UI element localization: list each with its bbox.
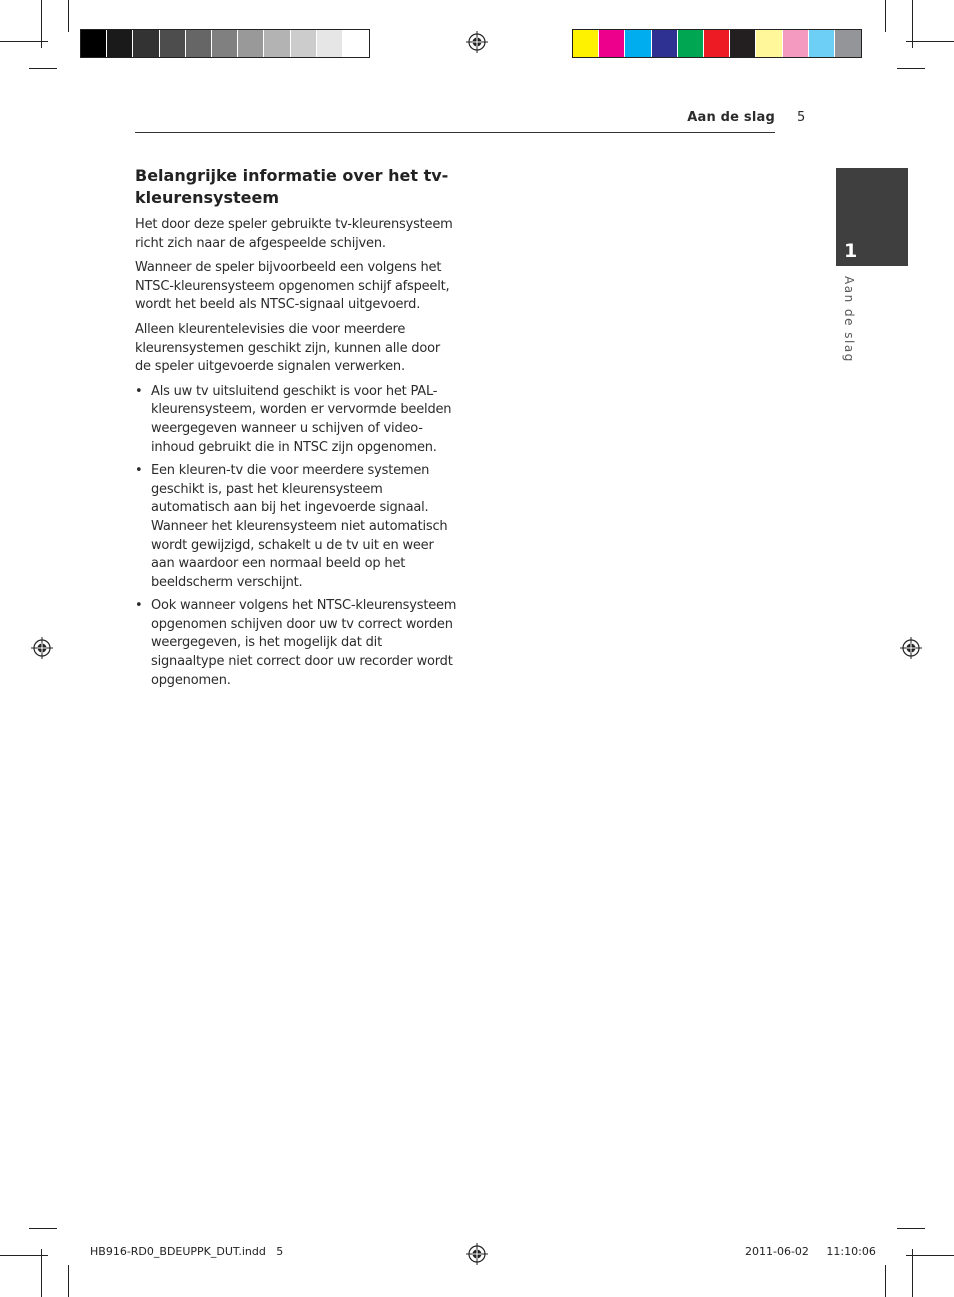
section-body	[135, 216, 457, 695]
color-swatch	[678, 30, 704, 57]
color-swatch	[809, 30, 835, 57]
gray-swatch	[160, 30, 186, 57]
crop-mark	[906, 41, 954, 42]
crop-mark	[885, 0, 886, 32]
gray-swatch	[81, 30, 107, 57]
chapter-number: 1	[844, 240, 858, 262]
crop-mark	[906, 1255, 954, 1256]
color-calibration-bar	[572, 29, 862, 58]
color-swatch	[783, 30, 809, 57]
list-item	[135, 597, 457, 690]
crop-mark	[0, 1255, 48, 1256]
list-item	[135, 383, 457, 457]
color-swatch	[730, 30, 756, 57]
color-swatch	[756, 30, 782, 57]
gray-swatch	[238, 30, 264, 57]
gray-swatch	[291, 30, 317, 57]
gray-swatch	[343, 30, 369, 57]
crop-mark	[68, 0, 69, 32]
crop-mark	[0, 41, 48, 42]
gray-swatch	[317, 30, 343, 57]
registration-mark-icon	[900, 637, 922, 659]
footer-timestamp: 2011-06-02 11:10:06	[745, 1245, 876, 1258]
gray-swatch	[133, 30, 159, 57]
header-rule	[135, 132, 775, 133]
paragraph: Wanneer de speler bijvoorbeeld een volgens het NTSC-kleurensysteem opgenomen schijf afspeelt, wordt het beeld als NTSC-signaal uitgevoerd.	[135, 260, 450, 313]
crop-mark	[897, 1228, 925, 1229]
paragraph: Alleen kleurentelevisies die voor meerdere kleurensystemen geschikt zijn, kunnen alle door de speler uitgevoerde signalen verwerken.	[135, 321, 441, 375]
color-swatch	[625, 30, 651, 57]
section-title: Belangrijke informatie over het tv-kleurensysteem	[135, 166, 449, 207]
registration-mark-icon	[466, 31, 488, 53]
list-item-text: Als uw tv uitsluitend geschikt is voor het PAL-kleurensysteem, worden er vervormde beelden weergegeven wanneer u schijven of video-inhoud gebruikt die in NTSC zijn opgenomen.	[151, 383, 452, 455]
registration-mark-icon	[466, 1243, 488, 1265]
paragraph: Het door deze speler gebruikte tv-kleurensysteem richt zich naar de afgespeelde schijven.	[135, 217, 453, 251]
crop-mark	[897, 68, 925, 69]
gray-swatch	[186, 30, 212, 57]
color-swatch	[573, 30, 599, 57]
running-header-title: Aan de slag	[687, 110, 775, 125]
gray-swatch	[212, 30, 238, 57]
color-swatch	[652, 30, 678, 57]
gray-swatch	[107, 30, 133, 57]
crop-mark	[912, 1249, 913, 1297]
crop-mark	[29, 1228, 57, 1229]
footer-file-name: HB916-RD0_BDEUPPK_DUT.indd 5	[90, 1245, 284, 1258]
color-swatch	[835, 30, 861, 57]
list-item-text: Ook wanneer volgens het NTSC-kleurensysteem opgenomen schijven door uw tv correct worden weergegeven, is het mogelijk dat dit signaaltype niet correct door uw recorder wordt opgenomen.	[151, 598, 457, 688]
crop-mark	[29, 68, 57, 69]
bullet-icon: •	[135, 463, 143, 479]
bullet-icon: •	[135, 598, 143, 614]
list-item	[135, 462, 457, 592]
chapter-side-label: Aan de slag	[842, 276, 856, 363]
page-number: 5	[797, 110, 806, 125]
grayscale-calibration-bar	[80, 29, 370, 58]
color-swatch	[599, 30, 625, 57]
gray-swatch	[264, 30, 290, 57]
crop-mark	[41, 1249, 42, 1297]
crop-mark	[68, 1265, 69, 1297]
list-item-text: Een kleuren-tv die voor meerdere systemen geschikt is, past het kleurensysteem automatisch aan bij het ingevoerde signaal. Wanneer het kleurensysteem niet automatisch wordt gewijzigd, schakelt u de tv uit en weer aan waardoor een normaal beeld op het beeldscherm verschijnt.	[151, 463, 448, 590]
crop-mark	[885, 1265, 886, 1297]
color-swatch	[704, 30, 730, 57]
bullet-icon: •	[135, 383, 143, 399]
registration-mark-icon	[31, 637, 53, 659]
bullet-list	[135, 383, 457, 691]
